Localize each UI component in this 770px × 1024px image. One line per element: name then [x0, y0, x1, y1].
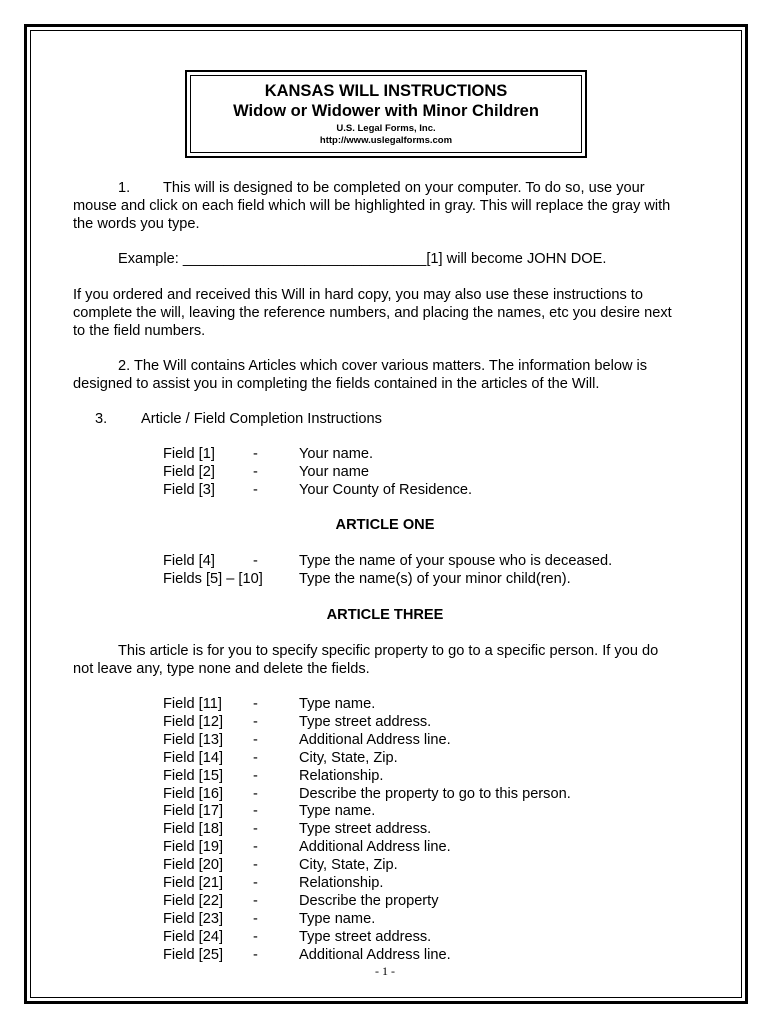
- article-three-intro-line2: not leave any, type none and delete the fields.: [73, 661, 370, 677]
- field-dash: -: [253, 464, 258, 480]
- para3-heading: Article / Field Completion Instructions: [141, 411, 382, 427]
- field-desc: Type the name(s) of your minor child(ren).: [299, 571, 571, 587]
- field-label: Field [25]: [163, 946, 224, 963]
- field-desc: Type the name of your spouse who is deceased.: [299, 553, 613, 569]
- field-dash: -: [253, 713, 258, 730]
- title-main: KANSAS WILL INSTRUCTIONS: [264, 82, 508, 100]
- field-desc: Describe the property: [299, 892, 439, 909]
- article-one-heading: ARTICLE ONE: [335, 517, 435, 533]
- para1-line2: mouse and click on each field which will be highlighted in gray. This will replace the gray with: [73, 198, 671, 214]
- field-label: Fields [5] – [10]: [163, 571, 263, 587]
- field-label: Field [22]: [163, 892, 224, 909]
- para1-number: 1.: [118, 180, 131, 196]
- field-desc: Type street address.: [299, 713, 432, 730]
- page-number: - 1 -: [375, 964, 395, 978]
- field-label: Field [2]: [163, 464, 215, 480]
- para2-line1: 2. The Will contains Articles which cover various matters. The information below is: [118, 358, 648, 374]
- field-desc: Your name.: [299, 446, 374, 462]
- para3-number: 3.: [95, 411, 108, 427]
- field-desc: Type name.: [299, 910, 376, 927]
- field-label: Field [4]: [163, 553, 215, 569]
- field-label: Field [20]: [163, 857, 224, 874]
- field-desc: Your name: [299, 464, 370, 480]
- field-label: Field [24]: [163, 928, 224, 945]
- field-label: Field [16]: [163, 785, 224, 802]
- field-dash: -: [253, 767, 258, 784]
- field-label: Field [1]: [163, 446, 215, 462]
- field-desc: Your County of Residence.: [299, 482, 473, 498]
- field-label: Field [3]: [163, 482, 215, 498]
- field-dash: -: [253, 875, 258, 891]
- field-desc: Relationship.: [299, 875, 384, 891]
- title-subtitle: Widow or Widower with Minor Children: [233, 102, 539, 120]
- field-dash: -: [253, 696, 258, 712]
- field-desc: Type street address.: [299, 821, 432, 838]
- field-desc: Type name.: [299, 696, 376, 712]
- field-dash: -: [253, 785, 258, 802]
- field-label: Field [21]: [163, 875, 224, 891]
- para2-line2: designed to assist you in completing the fields contained in the articles of the Will.: [73, 376, 600, 392]
- para1-line1: This will is designed to be completed on your computer. To do so, use your: [163, 180, 645, 196]
- field-label: Field [15]: [163, 767, 224, 784]
- field-dash: -: [253, 553, 258, 569]
- field-dash: -: [253, 892, 258, 909]
- company-name: U.S. Legal Forms, Inc.: [336, 123, 436, 134]
- field-desc: Additional Address line.: [299, 946, 451, 963]
- field-desc: Describe the property to go to this person.: [299, 785, 571, 802]
- field-dash: -: [253, 749, 258, 766]
- example-line: Example: ______________________________[1] will become JOHN DOE.: [118, 251, 607, 267]
- hardcopy-line3: to the field numbers.: [73, 323, 206, 339]
- field-dash: -: [253, 857, 258, 874]
- field-desc: Relationship.: [299, 767, 384, 784]
- field-label: Field [19]: [163, 839, 224, 856]
- company-url[interactable]: http://www.uslegalforms.com: [319, 135, 453, 146]
- field-dash: -: [253, 482, 258, 498]
- field-desc: Additional Address line.: [299, 839, 451, 856]
- field-label: Field [17]: [163, 803, 224, 820]
- field-dash: -: [253, 928, 258, 945]
- hardcopy-line1: If you ordered and received this Will in hard copy, you may also use these instructions to: [73, 287, 643, 303]
- field-desc: Type street address.: [299, 928, 432, 945]
- title-box: [190, 75, 582, 153]
- field-desc: Type name.: [299, 803, 376, 820]
- hardcopy-line2: complete the will, leaving the reference numbers, and placing the names, etc you desire next: [73, 305, 672, 321]
- field-dash: -: [253, 839, 258, 856]
- field-label: Field [13]: [163, 731, 224, 748]
- field-label: Field [12]: [163, 713, 224, 730]
- article-three-heading: ARTICLE THREE: [326, 607, 444, 623]
- field-dash: -: [253, 910, 258, 927]
- field-dash: -: [253, 821, 258, 838]
- field-desc: Additional Address line.: [299, 731, 451, 748]
- field-dash: -: [253, 446, 258, 462]
- field-label: Field [11]: [163, 696, 222, 712]
- para1-line3: the words you type.: [73, 216, 200, 232]
- field-desc: City, State, Zip.: [299, 857, 398, 874]
- field-label: Field [23]: [163, 910, 224, 927]
- article-three-intro-line1: This article is for you to specify specific property to go to a specific person. If you do: [118, 643, 659, 659]
- field-dash: -: [253, 803, 258, 820]
- field-label: Field [14]: [163, 749, 224, 766]
- field-dash: -: [253, 946, 258, 963]
- field-label: Field [18]: [163, 821, 224, 838]
- field-dash: -: [253, 731, 258, 748]
- field-desc: City, State, Zip.: [299, 749, 398, 766]
